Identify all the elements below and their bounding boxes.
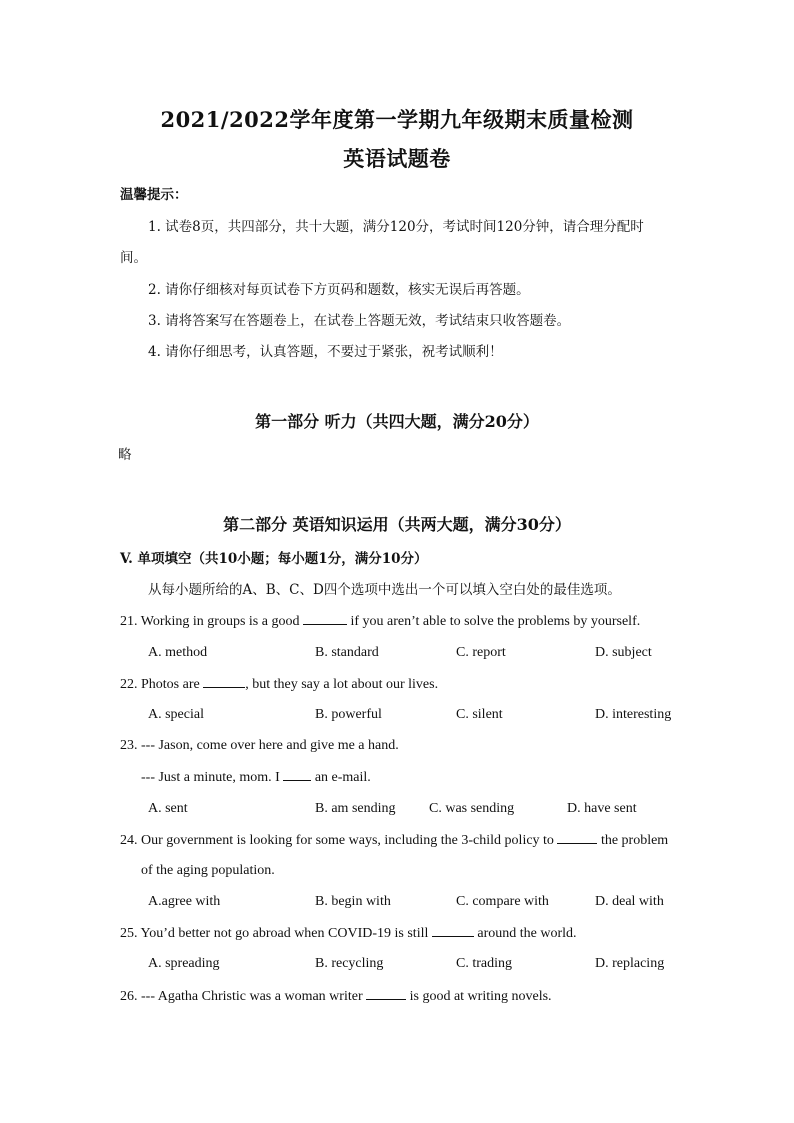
answer-blank xyxy=(203,675,245,688)
question-24-stem: 24. Our government is looking for some ways, including the 3-child policy to the problem xyxy=(120,833,669,848)
option-b: B. powerful xyxy=(315,707,382,722)
option-b: B. standard xyxy=(315,645,379,660)
option-a: A. method xyxy=(148,645,208,660)
question-24-stem-2: of the aging population. xyxy=(141,863,275,878)
exam-title: 2021/2022学年度第一学期九年级期末质量检测 xyxy=(160,107,634,132)
option-c: C. silent xyxy=(456,707,503,722)
option-a: A. spreading xyxy=(148,956,220,971)
option-b: B. am sending xyxy=(315,801,396,816)
option-c: C. report xyxy=(456,645,506,660)
notice-item-2: 2. 请你仔细核对每页试卷下方页码和题数，核实无误后再答题。 xyxy=(148,282,530,298)
option-c: C. trading xyxy=(456,956,512,971)
question-26-stem: 26. --- Agatha Christic was a woman writer is good at writing novels. xyxy=(120,989,552,1004)
answer-blank xyxy=(283,768,311,781)
section-v-heading: V. 单项填空（共10小题；每小题1分，满分10分） xyxy=(120,551,428,567)
exam-subtitle: 英语试题卷 xyxy=(343,146,451,171)
question-22-stem: 22. Photos are , but they say a lot about our lives. xyxy=(120,677,439,692)
option-c: C. was sending xyxy=(429,801,515,816)
option-a: A. sent xyxy=(148,801,188,816)
part1-note: 略 xyxy=(118,447,132,463)
part2-heading: 第二部分 英语知识运用（共两大题，满分30分） xyxy=(223,515,571,534)
notice-heading: 温馨提示： xyxy=(120,187,188,203)
question-23-stem-2: --- Just a minute, mom. I an e-mail. xyxy=(141,770,371,785)
notice-item-3: 3. 请将答案写在答题卷上，在试卷上答题无效，考试结束只收答题卷。 xyxy=(148,313,571,329)
option-d: D. replacing xyxy=(595,956,665,971)
option-d: D. interesting xyxy=(595,707,672,722)
notice-item-4: 4. 请你仔细思考，认真答题，不要过于紧张，祝考试顺利！ xyxy=(148,344,503,360)
option-b: B. recycling xyxy=(315,956,384,971)
answer-blank xyxy=(303,612,347,625)
option-d: D. deal with xyxy=(595,894,664,909)
question-25-stem: 25. You’d better not go abroad when COVID-19 is still around the world. xyxy=(120,926,577,941)
question-21-stem: 21. Working in groups is a good if you aren’t able to solve the problems by yourself. xyxy=(120,614,641,629)
notice-item-1: 1. 试卷8页，共四部分，共十大题，满分120分，考试时间120分钟，请合理分配时 xyxy=(148,219,644,235)
answer-blank xyxy=(557,831,597,844)
option-d: D. subject xyxy=(595,645,652,660)
option-c: C. compare with xyxy=(456,894,549,909)
answer-blank xyxy=(432,924,474,937)
section-v-instruction: 从每小题所给的A、B、C、D四个选项中选出一个可以填入空白处的最佳选项。 xyxy=(148,582,621,598)
option-a: A. special xyxy=(148,707,204,722)
option-b: B. begin with xyxy=(315,894,391,909)
part1-heading: 第一部分 听力（共四大题，满分20分） xyxy=(255,412,539,431)
answer-blank xyxy=(366,987,406,1000)
question-23-stem: 23. --- Jason, come over here and give me a hand. xyxy=(120,738,399,753)
notice-item-1-cont: 间。 xyxy=(120,250,147,266)
option-d: D. have sent xyxy=(567,801,637,816)
option-a: A.agree with xyxy=(148,894,221,909)
